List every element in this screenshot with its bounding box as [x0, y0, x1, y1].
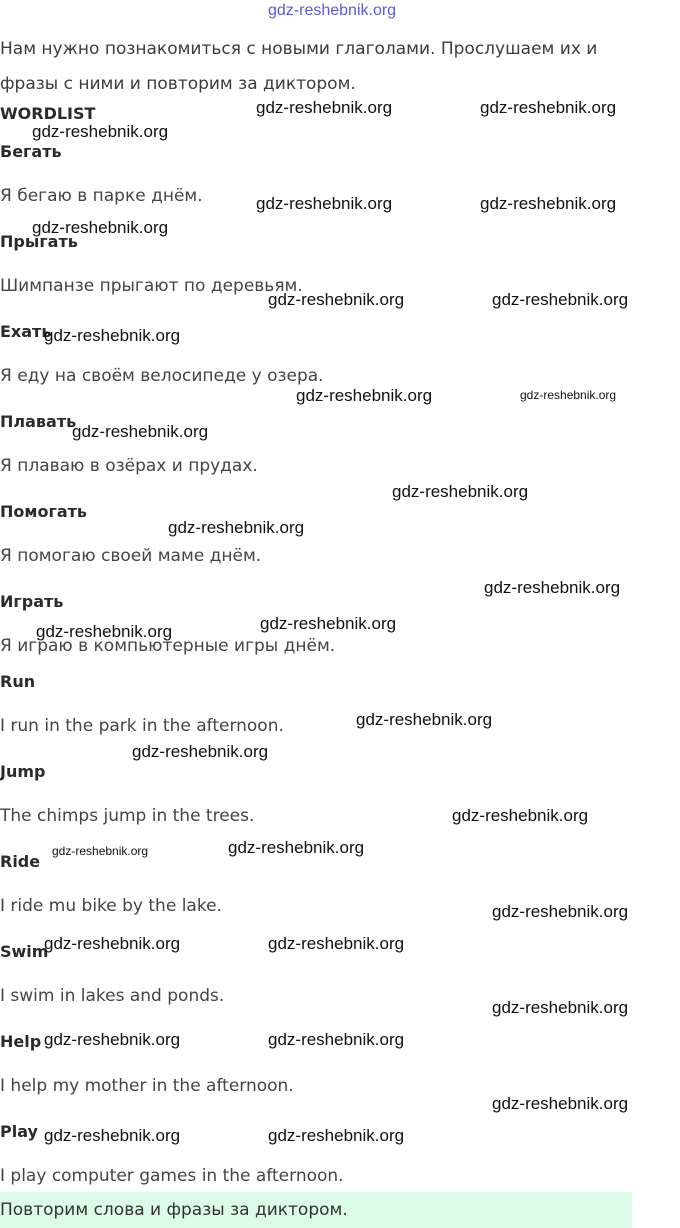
entry-sentence: Я плаваю в озёрах и прудах.: [0, 456, 258, 476]
top-watermark: gdz-reshebnik.org: [268, 2, 397, 19]
watermark: gdz-reshebnik.org: [392, 482, 529, 501]
watermark: gdz-reshebnik.org: [256, 194, 393, 213]
watermark: gdz-reshebnik.org: [52, 844, 149, 858]
entry-word: Ride: [0, 852, 41, 871]
watermark: gdz-reshebnik.org: [452, 806, 589, 825]
entry-word: Play: [0, 1122, 38, 1141]
watermark: gdz-reshebnik.org: [480, 194, 617, 213]
watermark: gdz-reshebnik.org: [44, 1030, 181, 1049]
watermark: gdz-reshebnik.org: [168, 518, 305, 537]
watermark: gdz-reshebnik.org: [256, 98, 393, 117]
watermark: gdz-reshebnik.org: [72, 422, 209, 441]
entry-sentence: Я играю в компьютерные игры днём.: [0, 636, 336, 656]
entry-word: Ехать: [0, 322, 52, 341]
watermark: gdz-reshebnik.org: [480, 98, 617, 117]
entry-sentence: I play computer games in the afternoon.: [0, 1166, 344, 1186]
watermark: gdz-reshebnik.org: [268, 1030, 405, 1049]
entry-word: Прыгать: [0, 232, 78, 251]
footer-banner: Повторим слова и фразы за диктором.: [0, 1192, 632, 1228]
entry-word: Играть: [0, 592, 64, 611]
entry-word: Help: [0, 1032, 42, 1051]
entry-word: Run: [0, 672, 36, 691]
entry-word: Плавать: [0, 412, 77, 431]
entry-sentence: Я еду на своём велосипеде у озера.: [0, 366, 324, 386]
watermark: gdz-reshebnik.org: [268, 290, 405, 309]
watermark: gdz-reshebnik.org: [356, 710, 493, 729]
watermark: gdz-reshebnik.org: [32, 122, 169, 141]
watermark: gdz-reshebnik.org: [484, 578, 621, 597]
watermark: gdz-reshebnik.org: [296, 386, 433, 405]
watermark: gdz-reshebnik.org: [268, 934, 405, 953]
entry-sentence: I swim in lakes and ponds.: [0, 986, 225, 1006]
watermark: gdz-reshebnik.org: [132, 742, 269, 761]
entry-sentence: Я бегаю в парке днём.: [0, 186, 203, 206]
watermark: gdz-reshebnik.org: [44, 1126, 181, 1145]
intro-text: Нам нужно познакомиться с новыми глаголами. Прослушаем их и фразы с ними и повторим за диктором.: [0, 39, 598, 94]
watermark: gdz-reshebnik.org: [492, 290, 629, 309]
entry-sentence: I ride mu bike by the lake.: [0, 896, 222, 916]
entry-sentence: Шимпанзе прыгают по деревьям.: [0, 276, 303, 296]
entry-word: Помогать: [0, 502, 87, 521]
watermark: gdz-reshebnik.org: [44, 326, 181, 345]
watermark: gdz-reshebnik.org: [268, 1126, 405, 1145]
watermark: gdz-reshebnik.org: [492, 998, 629, 1017]
watermark: gdz-reshebnik.org: [32, 218, 169, 237]
entry-word: Jump: [0, 762, 46, 781]
watermark: gdz-reshebnik.org: [492, 902, 629, 921]
watermark: gdz-reshebnik.org: [36, 622, 173, 641]
entry-word: Бегать: [0, 142, 62, 161]
entry-sentence: I help my mother in the afternoon.: [0, 1076, 294, 1096]
entry-word: Swim: [0, 942, 49, 961]
watermark: gdz-reshebnik.org: [44, 934, 181, 953]
entry-sentence: Я помогаю своей маме днём.: [0, 546, 262, 566]
watermark: gdz-reshebnik.org: [520, 388, 617, 402]
entry-sentence: I run in the park in the afternoon.: [0, 716, 284, 736]
watermark: gdz-reshebnik.org: [260, 614, 397, 633]
watermark: gdz-reshebnik.org: [228, 838, 365, 857]
wordlist-title: WORDLIST: [0, 104, 96, 123]
entry-sentence: The chimps jump in the trees.: [0, 806, 255, 826]
watermark: gdz-reshebnik.org: [492, 1094, 629, 1113]
